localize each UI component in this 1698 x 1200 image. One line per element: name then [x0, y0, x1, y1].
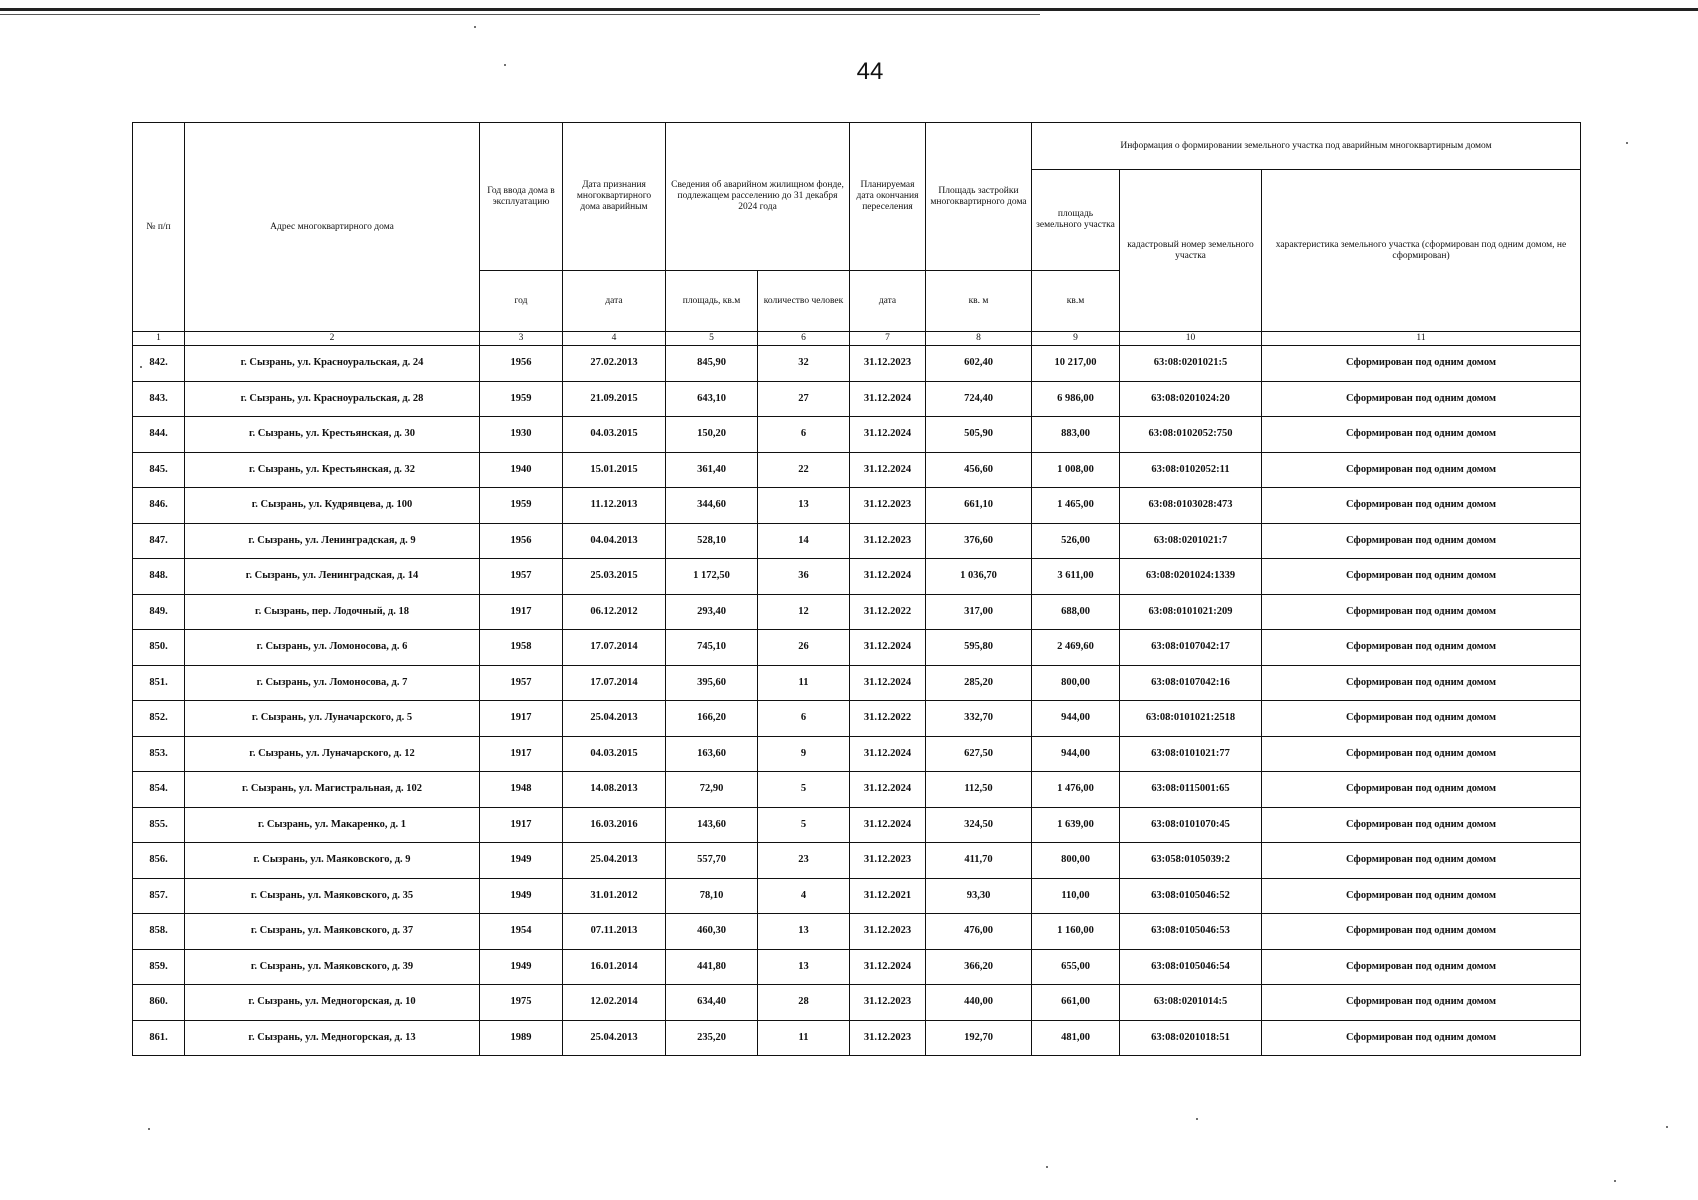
- row-built-area: 602,40: [926, 346, 1032, 382]
- header-land-char: характеристика земельного участка (сформирован под одним домом, не сформирован): [1262, 170, 1581, 332]
- emergency-housing-table: [132, 122, 1581, 1056]
- row-year: 1956: [480, 346, 563, 382]
- column-number: 8: [926, 332, 1032, 346]
- unit-planned-date: дата: [850, 271, 926, 332]
- row-number: 853.: [133, 736, 185, 772]
- row-recognition-date: 25.04.2013: [563, 701, 666, 737]
- row-cadastral-number: 63:08:0101021:209: [1120, 594, 1262, 630]
- row-emergency-area: 528,10: [666, 523, 758, 559]
- row-people-count: 28: [758, 985, 850, 1021]
- row-people-count: 14: [758, 523, 850, 559]
- header-recognition-date: Дата признания многоквартирного дома аварийным: [563, 123, 666, 271]
- row-emergency-area: 150,20: [666, 417, 758, 453]
- row-year: 1954: [480, 914, 563, 950]
- table-row: [133, 523, 1581, 559]
- row-land-area: 3 611,00: [1032, 559, 1120, 595]
- row-year: 1948: [480, 772, 563, 808]
- row-year: 1959: [480, 488, 563, 524]
- row-recognition-date: 04.03.2015: [563, 736, 666, 772]
- row-people-count: 6: [758, 417, 850, 453]
- row-number: 861.: [133, 1020, 185, 1056]
- row-cadastral-number: 63:08:0201024:20: [1120, 381, 1262, 417]
- scan-speck: [1196, 1118, 1198, 1120]
- row-emergency-area: 163,60: [666, 736, 758, 772]
- table-row: [133, 381, 1581, 417]
- row-built-area: 285,20: [926, 665, 1032, 701]
- row-cadastral-number: 63:08:0101021:77: [1120, 736, 1262, 772]
- row-people-count: 12: [758, 594, 850, 630]
- table-row: [133, 665, 1581, 701]
- row-people-count: 13: [758, 949, 850, 985]
- row-people-count: 5: [758, 807, 850, 843]
- column-number-row: [133, 332, 1581, 346]
- row-address: г. Сызрань, ул. Маяковского, д. 39: [185, 949, 480, 985]
- row-cadastral-number: 63:08:0105046:54: [1120, 949, 1262, 985]
- row-people-count: 36: [758, 559, 850, 595]
- row-number: 855.: [133, 807, 185, 843]
- column-number: 6: [758, 332, 850, 346]
- header-built-area: Площадь застройки многоквартирного дома: [926, 123, 1032, 271]
- row-year: 1957: [480, 665, 563, 701]
- column-number: 10: [1120, 332, 1262, 346]
- row-year: 1949: [480, 949, 563, 985]
- row-land-status: Сформирован под одним домом: [1262, 346, 1581, 382]
- row-planned-end-date: 31.12.2024: [850, 630, 926, 666]
- row-cadastral-number: 63:08:0115001:65: [1120, 772, 1262, 808]
- row-emergency-area: 845,90: [666, 346, 758, 382]
- row-recognition-date: 17.07.2014: [563, 630, 666, 666]
- row-address: г. Сызрань, ул. Ленинградская, д. 14: [185, 559, 480, 595]
- row-number: 851.: [133, 665, 185, 701]
- table-row: [133, 559, 1581, 595]
- column-number: 3: [480, 332, 563, 346]
- row-address: г. Сызрань, ул. Маяковского, д. 35: [185, 878, 480, 914]
- row-year: 1917: [480, 594, 563, 630]
- row-land-status: Сформирован под одним домом: [1262, 843, 1581, 879]
- row-land-status: Сформирован под одним домом: [1262, 417, 1581, 453]
- row-recognition-date: 16.03.2016: [563, 807, 666, 843]
- row-land-area: 944,00: [1032, 701, 1120, 737]
- row-land-area: 481,00: [1032, 1020, 1120, 1056]
- row-recognition-date: 04.03.2015: [563, 417, 666, 453]
- column-number: 4: [563, 332, 666, 346]
- row-built-area: 476,00: [926, 914, 1032, 950]
- row-land-status: Сформирован под одним домом: [1262, 488, 1581, 524]
- table-row: [133, 1020, 1581, 1056]
- table-row: [133, 488, 1581, 524]
- row-people-count: 13: [758, 488, 850, 524]
- table-row: [133, 772, 1581, 808]
- header-planned-end: Планируемая дата окончания переселения: [850, 123, 926, 271]
- row-planned-end-date: 31.12.2023: [850, 346, 926, 382]
- table-row: [133, 594, 1581, 630]
- row-planned-end-date: 31.12.2024: [850, 807, 926, 843]
- row-planned-end-date: 31.12.2023: [850, 843, 926, 879]
- column-number: 1: [133, 332, 185, 346]
- row-land-status: Сформирован под одним домом: [1262, 949, 1581, 985]
- unit-year: год: [480, 271, 563, 332]
- column-number: 9: [1032, 332, 1120, 346]
- row-land-area: 1 639,00: [1032, 807, 1120, 843]
- row-emergency-area: 1 172,50: [666, 559, 758, 595]
- row-address: г. Сызрань, ул. Крестьянская, д. 32: [185, 452, 480, 488]
- row-land-status: Сформирован под одним домом: [1262, 701, 1581, 737]
- table-row: [133, 878, 1581, 914]
- row-land-status: Сформирован под одним домом: [1262, 630, 1581, 666]
- row-planned-end-date: 31.12.2024: [850, 665, 926, 701]
- row-number: 854.: [133, 772, 185, 808]
- row-planned-end-date: 31.12.2023: [850, 523, 926, 559]
- row-built-area: 317,00: [926, 594, 1032, 630]
- row-recognition-date: 21.09.2015: [563, 381, 666, 417]
- row-address: г. Сызрань, ул. Маяковского, д. 37: [185, 914, 480, 950]
- scan-speck: [140, 366, 142, 368]
- row-planned-end-date: 31.12.2024: [850, 736, 926, 772]
- row-address: г. Сызрань, ул. Крестьянская, д. 30: [185, 417, 480, 453]
- row-number: 847.: [133, 523, 185, 559]
- row-land-area: 6 986,00: [1032, 381, 1120, 417]
- row-cadastral-number: 63:08:0201021:7: [1120, 523, 1262, 559]
- row-land-status: Сформирован под одним домом: [1262, 736, 1581, 772]
- scan-speck: [1666, 1126, 1668, 1128]
- row-recognition-date: 17.07.2014: [563, 665, 666, 701]
- top-border-rule-thin: [0, 14, 1040, 15]
- row-planned-end-date: 31.12.2023: [850, 985, 926, 1021]
- column-number: 11: [1262, 332, 1581, 346]
- row-cadastral-number: 63:08:0105046:52: [1120, 878, 1262, 914]
- row-emergency-area: 344,60: [666, 488, 758, 524]
- row-planned-end-date: 31.12.2023: [850, 914, 926, 950]
- column-number: 7: [850, 332, 926, 346]
- table-header: [133, 123, 1581, 346]
- row-emergency-area: 557,70: [666, 843, 758, 879]
- table-row: [133, 736, 1581, 772]
- row-land-status: Сформирован под одним домом: [1262, 985, 1581, 1021]
- row-land-area: 800,00: [1032, 665, 1120, 701]
- row-emergency-area: 634,40: [666, 985, 758, 1021]
- row-number: 857.: [133, 878, 185, 914]
- row-people-count: 6: [758, 701, 850, 737]
- row-land-area: 800,00: [1032, 843, 1120, 879]
- row-planned-end-date: 31.12.2024: [850, 381, 926, 417]
- header-num: № п/п: [133, 123, 185, 332]
- row-emergency-area: 143,60: [666, 807, 758, 843]
- scan-speck: [474, 26, 476, 28]
- row-year: 1957: [480, 559, 563, 595]
- top-border-rule: [0, 8, 1698, 11]
- row-emergency-area: 78,10: [666, 878, 758, 914]
- row-emergency-area: 235,20: [666, 1020, 758, 1056]
- row-people-count: 9: [758, 736, 850, 772]
- row-land-status: Сформирован под одним домом: [1262, 914, 1581, 950]
- header-emergency-fund: Сведения об аварийном жилищном фонде, подлежащем расселению до 31 декабря 2024 года: [666, 123, 850, 271]
- row-land-area: 1 160,00: [1032, 914, 1120, 950]
- row-address: г. Сызрань, ул. Макаренко, д. 1: [185, 807, 480, 843]
- scan-speck: [1626, 142, 1628, 144]
- row-built-area: 661,10: [926, 488, 1032, 524]
- row-year: 1958: [480, 630, 563, 666]
- row-cadastral-number: 63:08:0103028:473: [1120, 488, 1262, 524]
- row-number: 845.: [133, 452, 185, 488]
- table-row: [133, 346, 1581, 382]
- header-land-info: Информация о формировании земельного участка под аварийным многоквартирным домом: [1032, 123, 1581, 170]
- row-cadastral-number: 63:08:0107042:16: [1120, 665, 1262, 701]
- column-number: 2: [185, 332, 480, 346]
- row-land-status: Сформирован под одним домом: [1262, 772, 1581, 808]
- row-land-area: 688,00: [1032, 594, 1120, 630]
- unit-date: дата: [563, 271, 666, 332]
- row-planned-end-date: 31.12.2024: [850, 452, 926, 488]
- row-year: 1930: [480, 417, 563, 453]
- table-body: [133, 346, 1581, 1056]
- row-land-status: Сформирован под одним домом: [1262, 807, 1581, 843]
- row-cadastral-number: 63:08:0102052:750: [1120, 417, 1262, 453]
- table-row: [133, 452, 1581, 488]
- row-built-area: 332,70: [926, 701, 1032, 737]
- row-recognition-date: 12.02.2014: [563, 985, 666, 1021]
- row-emergency-area: 441,80: [666, 949, 758, 985]
- scan-speck: [504, 64, 506, 66]
- row-planned-end-date: 31.12.2023: [850, 488, 926, 524]
- row-emergency-area: 72,90: [666, 772, 758, 808]
- row-number: 843.: [133, 381, 185, 417]
- row-built-area: 366,20: [926, 949, 1032, 985]
- row-address: г. Сызрань, ул. Кудрявцева, д. 100: [185, 488, 480, 524]
- row-number: 852.: [133, 701, 185, 737]
- row-recognition-date: 25.04.2013: [563, 1020, 666, 1056]
- unit-land-area: кв.м: [1032, 271, 1120, 332]
- row-land-area: 661,00: [1032, 985, 1120, 1021]
- row-emergency-area: 460,30: [666, 914, 758, 950]
- row-people-count: 11: [758, 1020, 850, 1056]
- row-land-area: 526,00: [1032, 523, 1120, 559]
- row-year: 1949: [480, 878, 563, 914]
- unit-people: количество человек: [758, 271, 850, 332]
- row-cadastral-number: 63:08:0102052:11: [1120, 452, 1262, 488]
- row-land-status: Сформирован под одним домом: [1262, 1020, 1581, 1056]
- column-number: 5: [666, 332, 758, 346]
- table-row: [133, 914, 1581, 950]
- row-recognition-date: 07.11.2013: [563, 914, 666, 950]
- row-built-area: 440,00: [926, 985, 1032, 1021]
- row-year: 1989: [480, 1020, 563, 1056]
- unit-built-area: кв. м: [926, 271, 1032, 332]
- row-number: 860.: [133, 985, 185, 1021]
- row-cadastral-number: 63:08:0101070:45: [1120, 807, 1262, 843]
- row-recognition-date: 31.01.2012: [563, 878, 666, 914]
- row-people-count: 5: [758, 772, 850, 808]
- row-year: 1949: [480, 843, 563, 879]
- row-emergency-area: 643,10: [666, 381, 758, 417]
- header-land-area: площадь земельного участка: [1032, 170, 1120, 271]
- row-cadastral-number: 63:08:0201021:5: [1120, 346, 1262, 382]
- row-number: 850.: [133, 630, 185, 666]
- row-planned-end-date: 31.12.2022: [850, 594, 926, 630]
- row-year: 1959: [480, 381, 563, 417]
- row-address: г. Сызрань, ул. Медногорская, д. 10: [185, 985, 480, 1021]
- row-planned-end-date: 31.12.2024: [850, 949, 926, 985]
- table-row: [133, 417, 1581, 453]
- row-built-area: 192,70: [926, 1020, 1032, 1056]
- row-address: г. Сызрань, ул. Луначарского, д. 12: [185, 736, 480, 772]
- row-built-area: 376,60: [926, 523, 1032, 559]
- header-cadastral: кадастровый номер земельного участка: [1120, 170, 1262, 332]
- row-built-area: 1 036,70: [926, 559, 1032, 595]
- row-cadastral-number: 63:08:0201024:1339: [1120, 559, 1262, 595]
- row-people-count: 26: [758, 630, 850, 666]
- row-recognition-date: 25.04.2013: [563, 843, 666, 879]
- row-built-area: 93,30: [926, 878, 1032, 914]
- row-built-area: 627,50: [926, 736, 1032, 772]
- row-built-area: 505,90: [926, 417, 1032, 453]
- row-number: 846.: [133, 488, 185, 524]
- row-recognition-date: 11.12.2013: [563, 488, 666, 524]
- row-land-area: 2 469,60: [1032, 630, 1120, 666]
- row-address: г. Сызрань, ул. Луначарского, д. 5: [185, 701, 480, 737]
- row-year: 1940: [480, 452, 563, 488]
- row-cadastral-number: 63:08:0107042:17: [1120, 630, 1262, 666]
- row-land-area: 1 008,00: [1032, 452, 1120, 488]
- row-people-count: 13: [758, 914, 850, 950]
- row-emergency-area: 745,10: [666, 630, 758, 666]
- row-address: г. Сызрань, ул. Красноуральская, д. 24: [185, 346, 480, 382]
- row-year: 1917: [480, 701, 563, 737]
- row-year: 1956: [480, 523, 563, 559]
- row-planned-end-date: 31.12.2024: [850, 772, 926, 808]
- table-row: [133, 630, 1581, 666]
- row-built-area: 724,40: [926, 381, 1032, 417]
- row-land-area: 110,00: [1032, 878, 1120, 914]
- row-cadastral-number: 63:08:0201014:5: [1120, 985, 1262, 1021]
- row-number: 849.: [133, 594, 185, 630]
- row-cadastral-number: 63:08:0201018:51: [1120, 1020, 1262, 1056]
- row-recognition-date: 14.08.2013: [563, 772, 666, 808]
- row-year: 1975: [480, 985, 563, 1021]
- unit-area: площадь, кв.м: [666, 271, 758, 332]
- row-address: г. Сызрань, ул. Магистральная, д. 102: [185, 772, 480, 808]
- row-planned-end-date: 31.12.2024: [850, 417, 926, 453]
- row-planned-end-date: 31.12.2022: [850, 701, 926, 737]
- row-cadastral-number: 63:08:0105046:53: [1120, 914, 1262, 950]
- row-year: 1917: [480, 736, 563, 772]
- row-number: 858.: [133, 914, 185, 950]
- row-people-count: 23: [758, 843, 850, 879]
- row-land-area: 1 465,00: [1032, 488, 1120, 524]
- row-number: 856.: [133, 843, 185, 879]
- row-recognition-date: 25.03.2015: [563, 559, 666, 595]
- row-address: г. Сызрань, ул. Ленинградская, д. 9: [185, 523, 480, 559]
- row-planned-end-date: 31.12.2021: [850, 878, 926, 914]
- row-recognition-date: 06.12.2012: [563, 594, 666, 630]
- row-land-status: Сформирован под одним домом: [1262, 665, 1581, 701]
- row-land-area: 883,00: [1032, 417, 1120, 453]
- row-built-area: 595,80: [926, 630, 1032, 666]
- row-recognition-date: 16.01.2014: [563, 949, 666, 985]
- row-recognition-date: 15.01.2015: [563, 452, 666, 488]
- row-built-area: 456,60: [926, 452, 1032, 488]
- row-address: г. Сызрань, пер. Лодочный, д. 18: [185, 594, 480, 630]
- row-land-status: Сформирован под одним домом: [1262, 381, 1581, 417]
- row-emergency-area: 293,40: [666, 594, 758, 630]
- row-address: г. Сызрань, ул. Медногорская, д. 13: [185, 1020, 480, 1056]
- row-people-count: 32: [758, 346, 850, 382]
- row-address: г. Сызрань, ул. Маяковского, д. 9: [185, 843, 480, 879]
- row-number: 859.: [133, 949, 185, 985]
- row-built-area: 112,50: [926, 772, 1032, 808]
- row-land-area: 655,00: [1032, 949, 1120, 985]
- row-recognition-date: 27.02.2013: [563, 346, 666, 382]
- row-people-count: 4: [758, 878, 850, 914]
- row-year: 1917: [480, 807, 563, 843]
- row-land-status: Сформирован под одним домом: [1262, 878, 1581, 914]
- row-land-status: Сформирован под одним домом: [1262, 559, 1581, 595]
- row-emergency-area: 361,40: [666, 452, 758, 488]
- scan-speck: [1614, 1180, 1616, 1182]
- row-address: г. Сызрань, ул. Ломоносова, д. 6: [185, 630, 480, 666]
- row-emergency-area: 395,60: [666, 665, 758, 701]
- table-row: [133, 843, 1581, 879]
- row-land-area: 10 217,00: [1032, 346, 1120, 382]
- row-people-count: 22: [758, 452, 850, 488]
- table-row: [133, 985, 1581, 1021]
- row-recognition-date: 04.04.2013: [563, 523, 666, 559]
- row-address: г. Сызрань, ул. Красноуральская, д. 28: [185, 381, 480, 417]
- scan-speck: [1046, 1166, 1048, 1168]
- row-planned-end-date: 31.12.2023: [850, 1020, 926, 1056]
- row-number: 842.: [133, 346, 185, 382]
- scan-speck: [148, 1128, 150, 1130]
- page-number: 44: [856, 58, 884, 85]
- row-people-count: 27: [758, 381, 850, 417]
- row-land-area: 944,00: [1032, 736, 1120, 772]
- row-number: 848.: [133, 559, 185, 595]
- row-people-count: 11: [758, 665, 850, 701]
- row-cadastral-number: 63:058:0105039:2: [1120, 843, 1262, 879]
- row-land-status: Сформирован под одним домом: [1262, 523, 1581, 559]
- row-land-status: Сформирован под одним домом: [1262, 594, 1581, 630]
- row-land-status: Сформирован под одним домом: [1262, 452, 1581, 488]
- row-planned-end-date: 31.12.2024: [850, 559, 926, 595]
- row-emergency-area: 166,20: [666, 701, 758, 737]
- table-row: [133, 949, 1581, 985]
- row-number: 844.: [133, 417, 185, 453]
- row-address: г. Сызрань, ул. Ломоносова, д. 7: [185, 665, 480, 701]
- row-cadastral-number: 63:08:0101021:2518: [1120, 701, 1262, 737]
- row-built-area: 411,70: [926, 843, 1032, 879]
- header-address: Адрес многоквартирного дома: [185, 123, 480, 332]
- header-year-in-service: Год ввода дома в эксплуатацию: [480, 123, 563, 271]
- row-built-area: 324,50: [926, 807, 1032, 843]
- table-row: [133, 701, 1581, 737]
- table-row: [133, 807, 1581, 843]
- row-land-area: 1 476,00: [1032, 772, 1120, 808]
